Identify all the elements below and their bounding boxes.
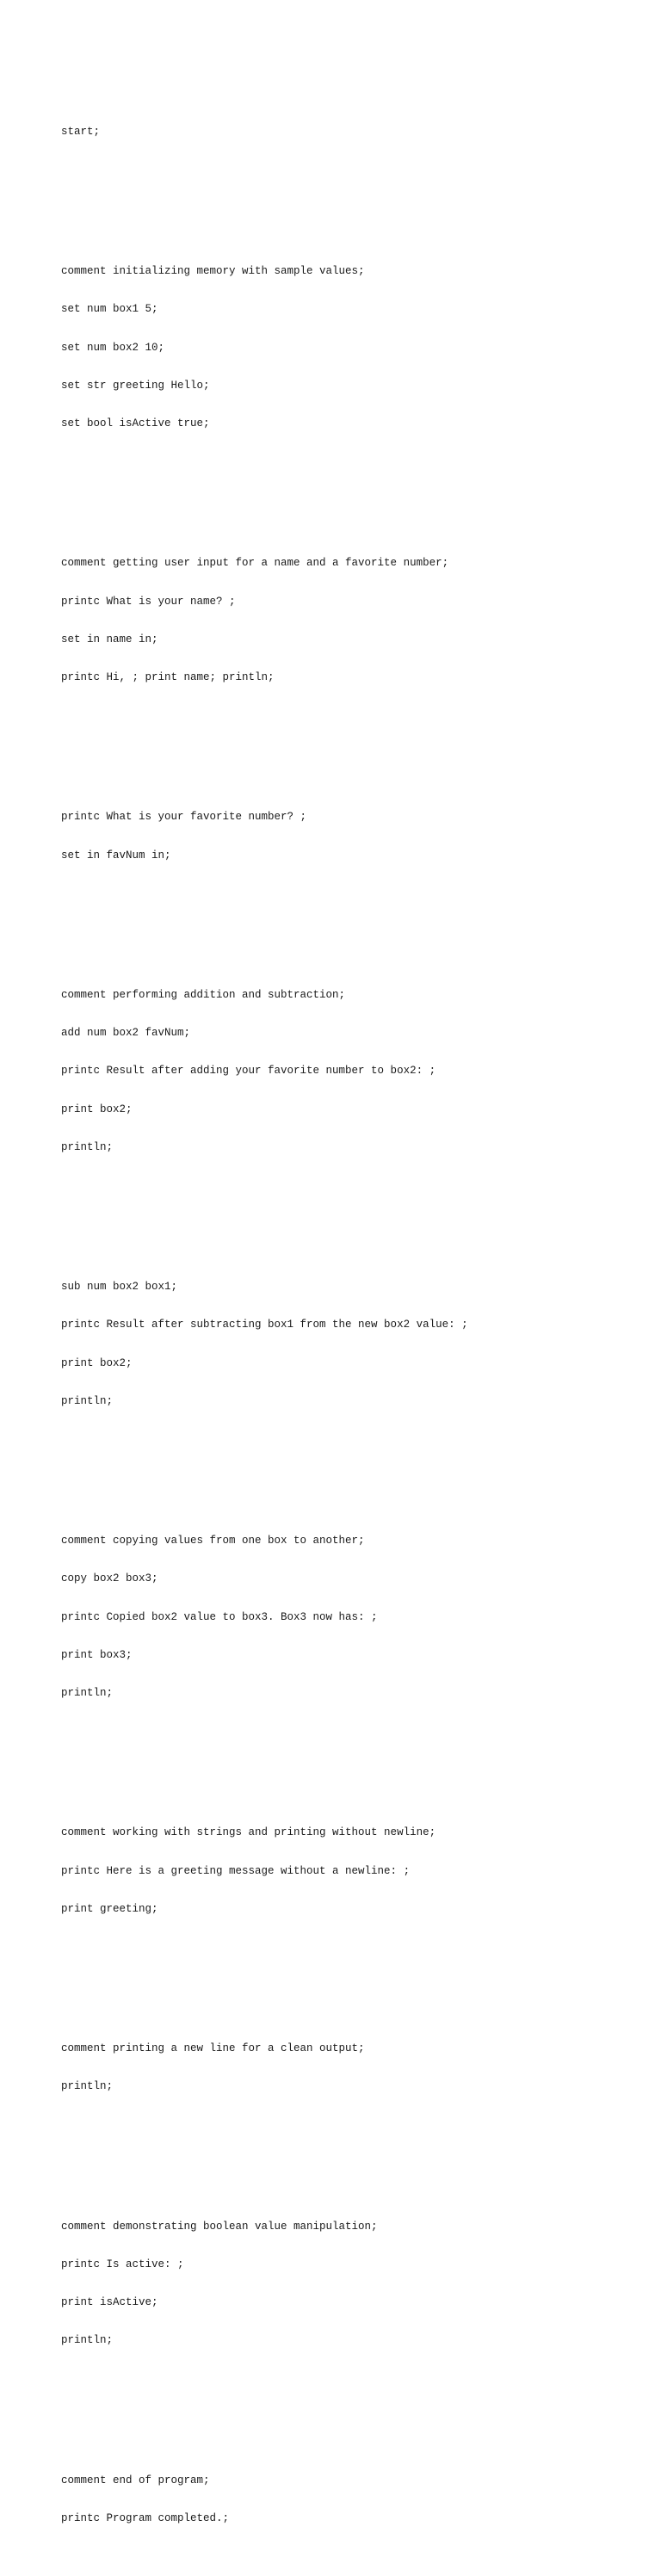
code-line: println; — [61, 1687, 114, 1699]
code-line: sub num box2 box1; — [61, 1281, 178, 1293]
code-block — [61, 2195, 468, 2373]
code-line: printc Result after subtracting box1 from the new box2 value: ; — [61, 1319, 468, 1331]
code-line: println; — [61, 1394, 114, 1407]
code-line: print isActive; — [61, 2296, 158, 2308]
blank-line — [61, 2144, 468, 2157]
code-line: set num box2 10; — [61, 341, 165, 354]
code-line: println; — [61, 1140, 114, 1153]
code-line: set in favNum in; — [61, 849, 171, 862]
code-block — [61, 1801, 468, 1941]
code-line: comment initializing memory with sample values; — [61, 265, 365, 277]
code-line: comment printing a new line for a clean output; — [61, 2042, 365, 2054]
code-block — [61, 963, 468, 1179]
code-line: printc Here is a greeting message without a newline: ; — [61, 1864, 411, 1877]
code-line: print box3; — [61, 1648, 133, 1661]
blank-line — [61, 735, 468, 748]
code-line: printc What is your name? ; — [61, 595, 236, 608]
code-block — [61, 2449, 468, 2550]
code-line: printc Program completed.; — [61, 2511, 230, 2524]
code-line: printc Is active: ; — [61, 2258, 184, 2270]
code-block — [61, 786, 468, 887]
code-line: set str greeting Hello; — [61, 379, 210, 392]
code-line: print box2; — [61, 1103, 133, 1115]
code-line: printc Hi, ; print name; println; — [61, 671, 275, 683]
code-line: println; — [61, 2080, 114, 2093]
code-line: println; — [61, 2334, 114, 2347]
code-block — [61, 240, 468, 456]
code-block — [61, 1510, 468, 1726]
blank-line — [61, 1967, 468, 1980]
code-line: comment copying values from one box to another; — [61, 1535, 365, 1547]
code-line: comment demonstrating boolean value manipulation; — [61, 2220, 378, 2233]
code-block — [61, 100, 468, 164]
blank-line — [61, 189, 468, 202]
code-line: printc What is your favorite number? ; — [61, 811, 307, 824]
code-line: set bool isActive true; — [61, 417, 210, 429]
code-listing — [61, 62, 468, 2576]
code-line: print greeting; — [61, 1902, 158, 1915]
blank-line — [61, 481, 468, 494]
code-line: set in name in; — [61, 633, 158, 646]
code-line: print box2; — [61, 1356, 133, 1369]
code-block — [61, 1256, 468, 1434]
blank-line — [61, 1205, 468, 1218]
blank-line — [61, 1459, 468, 1472]
code-block — [61, 532, 468, 710]
blank-line — [61, 2398, 468, 2411]
code-line: add num box2 favNum; — [61, 1027, 191, 1039]
code-line: comment performing addition and subtraction; — [61, 988, 346, 1001]
code-line: comment working with strings and printing without newline; — [61, 1826, 436, 1839]
code-block — [61, 2017, 468, 2119]
blank-line — [61, 1751, 468, 1764]
blank-line — [61, 912, 468, 925]
code-line: printc Result after adding your favorite number to box2: ; — [61, 1065, 436, 1078]
code-line: start; — [61, 125, 101, 138]
code-line: comment end of program; — [61, 2474, 210, 2486]
code-line: printc Copied box2 value to box3. Box3 now has: ; — [61, 1610, 378, 1623]
code-line: copy box2 box3; — [61, 1572, 158, 1585]
code-line: comment getting user input for a name and a favorite number; — [61, 557, 449, 570]
code-line: set num box1 5; — [61, 303, 158, 316]
